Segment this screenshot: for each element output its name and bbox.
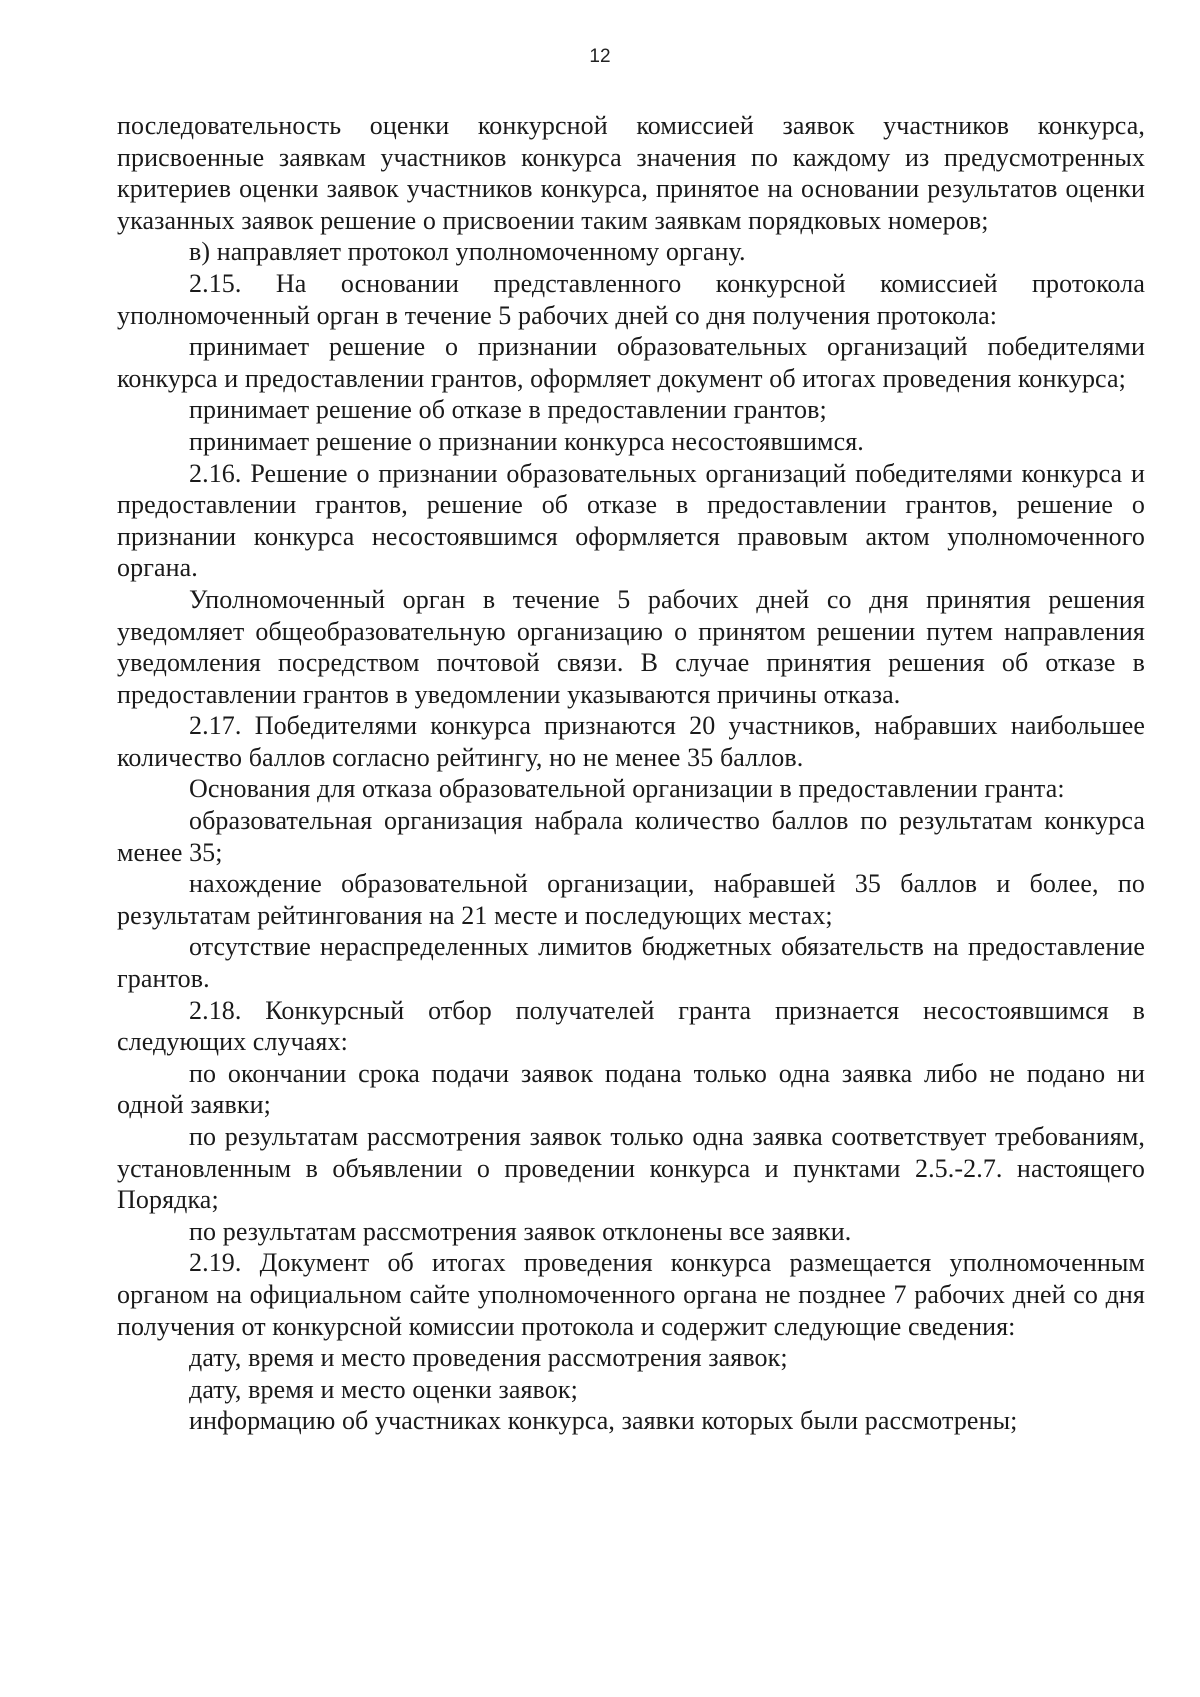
paragraph-2-19-participants-info: информацию об участниках конкурса, заявки которых были рассмотрены; xyxy=(189,1406,1018,1436)
paragraph-2-18: 2.18. Конкурсный отбор получателей гранта признается несостоявшимся в следующих случаях: xyxy=(117,995,1145,1057)
paragraph-2-17: 2.17. Победителями конкурса признаются 20 участников, набравших наибольшее количество баллов согласно рейтингу, но не менее 35 баллов. xyxy=(117,711,1145,772)
paragraph-2-15-decision-winners: принимает решение о признании образовательных организаций победителями конкурса и предоставлении грантов, оформляет документ об итогах проведения конкурса; xyxy=(117,332,1145,393)
paragraph-evaluation-sequence: последовательность оценки конкурсной комиссией заявок участников конкурса, присвоенные заявкам участников конкурса значения по каждому из предусмотренных критериев оценки заявок участников конкурса, принятое на основании результатов оценки указанных заявок решение о присвоении таким заявкам порядковых номеров; xyxy=(117,111,1145,235)
paragraph-2-19: 2.19. Документ об итогах проведения конкурса размещается уполномоченным органом на официальном сайте уполномоченного органа не позднее 7 рабочих дней со дня получения от конкурсной комиссии протокола и содержит следующие сведения: xyxy=(117,1248,1145,1341)
paragraph-2-18-single-compliant: по результатам рассмотрения заявок только одна заявка соответствует требованиям, установленным в объявлении о проведении конкурса и пунктами 2.5.-2.7. настоящего Порядка; xyxy=(117,1122,1145,1215)
paragraph-2-15-decision-failed: принимает решение о признании конкурса несостоявшимся. xyxy=(189,426,864,456)
paragraph-refusal-score: образовательная организация набрала количество баллов по результатам конкурса менее 35; xyxy=(117,806,1145,867)
document-body xyxy=(117,110,1145,1437)
paragraph-2-16-notification: Уполномоченный орган в течение 5 рабочих дней со дня принятия решения уведомляет общеобразовательную организацию о принятом решении путем направления уведомления посредством почтовой связи. В случае принятия решения об отказе в предоставлении грантов в уведомлении указываются причины отказа. xyxy=(117,584,1145,709)
paragraph-2-15-decision-refusal: принимает решение об отказе в предоставлении грантов; xyxy=(189,395,827,425)
paragraph-2-15: 2.15. На основании представленного конкурсной комиссией протокола уполномоченный орган в течение 5 рабочих дней со дня получения протокола: xyxy=(117,268,1145,330)
paragraph-2-19-evaluation-date: дату, время и место оценки заявок; xyxy=(189,1374,578,1404)
paragraph-2-18-all-rejected: по результатам рассмотрения заявок отклонены все заявки. xyxy=(189,1216,852,1246)
paragraph-2-16: 2.16. Решение о признании образовательных организаций победителями конкурса и предоставлении грантов, решение об отказе в предоставлении грантов, решение о признании конкурса несостоявшимся оформляется правовым актом уполномоченного органа. xyxy=(117,458,1145,583)
paragraph-refusal-limits: отсутствие нераспределенных лимитов бюджетных обязательств на предоставление грантов. xyxy=(117,932,1145,994)
paragraph-2-14-c: в) направляет протокол уполномоченному органу. xyxy=(189,237,746,267)
page-number: 12 xyxy=(589,46,611,67)
paragraph-refusal-rank: нахождение образовательной организации, набравшей 35 баллов и более, по результатам рейтингования на 21 месте и последующих местах; xyxy=(117,869,1145,930)
paragraph-2-18-single-application: по окончании срока подачи заявок подана только одна заявка либо не подано ни одной заявки; xyxy=(117,1058,1145,1120)
paragraph-2-19-review-date: дату, время и место проведения рассмотрения заявок; xyxy=(189,1343,788,1373)
paragraph-refusal-grounds: Основания для отказа образовательной организации в предоставлении гранта: xyxy=(189,774,1065,804)
